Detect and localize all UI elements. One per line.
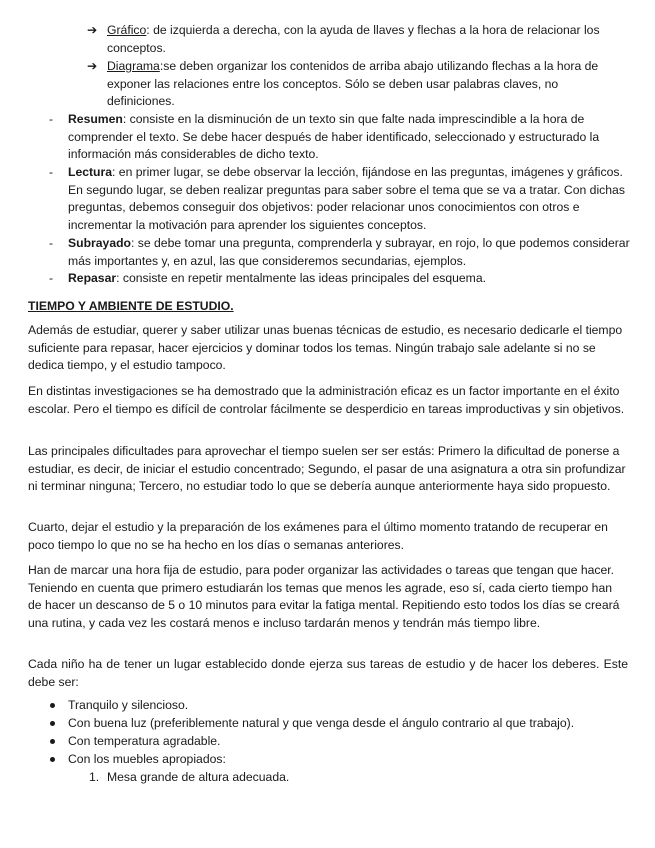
term-repasar: Repasar <box>68 271 117 285</box>
bullet-dot-icon <box>50 703 55 708</box>
term-subrayado: Subrayado <box>68 236 131 250</box>
bullet-list-item: Con los muebles apropiados: <box>68 751 628 769</box>
term-lectura: Lectura <box>68 165 113 179</box>
dash-list-item-lectura <box>49 164 632 234</box>
dash-item-text: : se debe tomar una pregunta, comprenderla y subrayar, en rojo, lo que podemos considerar más importantes y, en azul, las que consideremos secundarias, ejemplos. <box>68 236 630 268</box>
arrow-list-item-diagrama: ➔ Diagrama:se deben organizar los contenidos de arriba abajo utilizando flechas a la hora de exponer las relaciones entre los conceptos. Sólo se deben usar palabras claves, no definiciones. <box>87 59 599 108</box>
term-resumen: Resumen <box>68 112 123 126</box>
bullet-dot-icon <box>50 721 55 726</box>
arrow-item-text: se deben organizar los contenidos de arriba abajo utilizando flechas a la hora de exponer las relaciones entre los conceptos. Sólo se deben usar palabras claves, no definiciones. <box>107 59 599 108</box>
arrow-bullet-icon: ➔ <box>87 59 98 73</box>
paragraph: Han de marcar una hora fija de estudio, para poder organizar las actividades o tareas que tengan que hacer. Teniendo en cuenta que primero estudiarán los temas que menos les agrade, eso sí, cada cierto tiempo han de hacer un descanso de 5 o 10 minutos para evitar la fatiga mental. Repitiendo esto todos los días se creará una rutina, y cada vez les costará menos e incluso tardarán menos y tendrán más tiempo libre. <box>28 563 620 630</box>
section-heading: TIEMPO Y AMBIENTE DE ESTUDIO. <box>28 299 234 313</box>
paragraph: En distintas investigaciones se ha demostrado que la administración eficaz es un factor importante en el éxito escolar. Pero el tiempo es difícil de controlar fácilmente se desperdicio en tareas improductivas y sin objetivos. <box>28 384 625 416</box>
dash-bullet: - <box>49 271 54 285</box>
list-number: 1. <box>89 770 100 784</box>
dash-list-item-repasar <box>49 270 632 288</box>
bullet-list-item: Con buena luz (preferiblemente natural y que venga desde el ángulo contrario al que trabajo). <box>68 715 628 733</box>
bullet-dot-icon <box>50 739 55 744</box>
arrow-bullet-icon: ➔ <box>87 23 98 37</box>
bullet-dot-icon <box>50 757 55 762</box>
term-grafico: Gráfico <box>107 23 147 37</box>
dash-item-text: : en primer lugar, se debe observar la lección, fijándose en las preguntas, imágenes y gráficos. En segundo lugar, se deben realizar preguntas para saber sobre el tema que se va a tratar. Con dichas preguntas, debemos conseguir dos objetivos: poder relacionar unos conocimientos con otros e incrementar la motivación para aprender los siguientes conceptos. <box>68 165 625 232</box>
dash-bullet: - <box>49 112 54 126</box>
arrow-item-text: de izquierda a derecha, con la ayuda de llaves y flechas a la hora de relacionar los conceptos. <box>107 23 600 55</box>
numbered-list-item: 1. Mesa grande de altura adecuada. <box>107 769 627 787</box>
arrow-list-item-grafico: ➔ Gráfico: de izquierda a derecha, con la ayuda de llaves y flechas a la hora de relacionar los conceptos. <box>87 23 600 55</box>
paragraph: Cuarto, dejar el estudio y la preparación de los exámenes para el último momento tratando de recuperar en poco tiempo lo que no se ha hecho en los días o semanas anteriores. <box>28 520 608 552</box>
dash-bullet: - <box>49 236 54 250</box>
dash-item-text: : consiste en repetir mentalmente las ideas principales del esquema. <box>116 271 486 285</box>
paragraph: Las principales dificultades para aprovechar el tiempo suelen ser ser estás: Primero la dificultad de ponerse a estudiar, es decir, de iniciar el estudio concentrado; Segundo, el pasar de una asignatura a otra sin profundizar ni terminar ninguna; Tercero, no estudiar todo lo que se debería aunque anteriormente haya sido propuesto. <box>28 444 626 493</box>
paragraph: Además de estudiar, querer y saber utilizar unas buenas técnicas de estudio, es necesario dedicarle el tiempo suficiente para repasar, hacer ejercicios y dominar todos los temas. Ningún trabajo sale adelante si no se dedica tiempo, y el estudio tampoco. <box>28 323 623 372</box>
dash-list-item-resumen <box>49 111 632 164</box>
dash-list-item-subrayado <box>49 235 632 270</box>
dash-bullet: - <box>49 165 54 179</box>
paragraph: Cada niño ha de tener un lugar establecido donde ejerza sus tareas de estudio y de hacer los deberes. Este debe ser: <box>28 657 628 689</box>
dash-item-text: : consiste en la disminución de un texto sin que falte nada imprescindible a la hora de comprender el texto. Se debe hacer después de haber identificado, seleccionado y estructurado la información más considerables de dicho texto. <box>68 112 600 161</box>
bullet-list-item: Con temperatura agradable. <box>68 733 628 751</box>
bullet-list-item: Tranquilo y silencioso. <box>68 697 628 715</box>
term-diagrama: Diagrama <box>107 59 160 73</box>
